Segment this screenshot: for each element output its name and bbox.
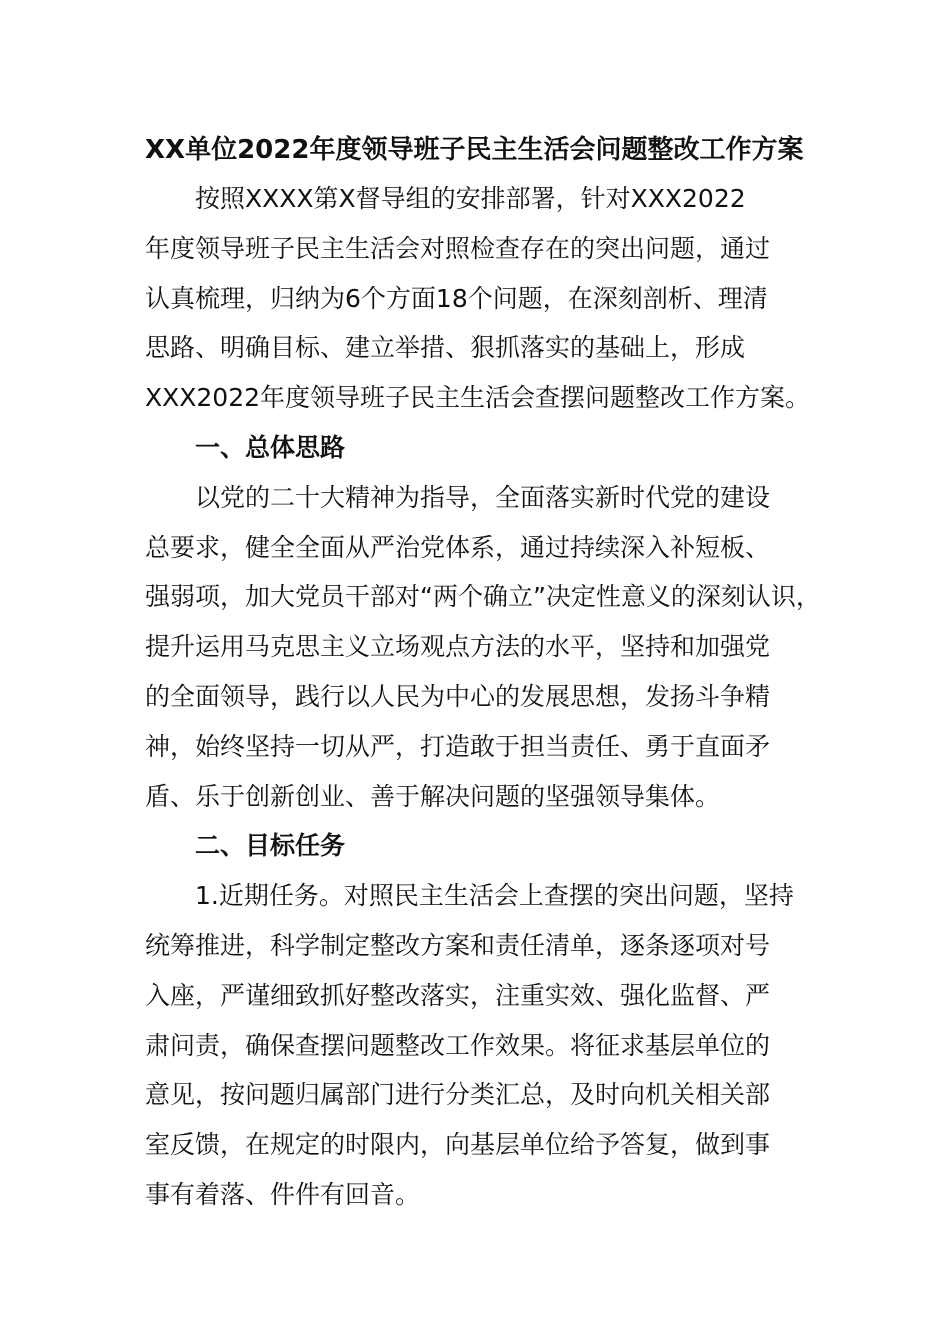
paragraph-3-line-4: 肃问责，确保查摆问题整改工作效果。将征求基层单位的 — [145, 1030, 771, 1060]
paragraph-3-line-7: 事有着落、件件有回音。 — [145, 1179, 421, 1209]
paragraph-1-line-1: 按照XXXX第X督导组的安排部署，针对XXX2022 — [195, 184, 746, 213]
paragraph-1-line-4: 思路、明确目标、建立举措、狠抓落实的基础上，形成 — [145, 333, 746, 363]
paragraph-2-line-2: 总要求，健全全面从严治党体系，通过持续深入补短板、 — [145, 532, 771, 562]
paragraph-2-line-5: 的全面领导，践行以人民为中心的发展思想，发扬斗争精 — [145, 681, 771, 711]
paragraph-2-line-4: 提升运用马克思主义立场观点方法的水平，坚持和加强党 — [145, 632, 771, 662]
paragraph-2-line-1: 以党的二十大精神为指导，全面落实新时代党的建设 — [195, 482, 771, 512]
section-heading-goals-tasks: 二、目标任务 — [195, 831, 346, 861]
paragraph-2-line-6: 神，始终坚持一切从严，打造敢于担当责任、勇于直面矛 — [145, 731, 771, 761]
paragraph-1-line-5: XXX2022年度领导班子民主生活会查摆问题整改工作方案。 — [145, 383, 811, 413]
document-body — [145, 174, 845, 1220]
paragraph-2-line-7: 盾、乐于创新创业、善于解决问题的坚强领导集体。 — [145, 781, 721, 811]
paragraph-3-line-3: 入座，严谨细致抓好整改落实，注重实效、强化监督、严 — [145, 980, 771, 1010]
paragraph-3-line-6: 室反馈，在规定的时限内，向基层单位给予答复，做到事 — [145, 1130, 771, 1160]
paragraph-2-line-3: 强弱项，加大党员干部对“两个确立”决定性意义的深刻认识， — [145, 582, 821, 612]
paragraph-3-line-2: 统筹推进，科学制定整改方案和责任清单，逐条逐项对号 — [145, 930, 771, 960]
paragraph-1-line-3: 认真梳理，归纳为6个方面18个问题，在深刻剖析、理清 — [145, 283, 768, 313]
paragraph-1-line-2: 年度领导班子民主生活会对照检查存在的突出问题，通过 — [145, 233, 771, 263]
paragraph-3-line-5: 意见，按问题归属部门进行分类汇总，及时向机关相关部 — [145, 1080, 771, 1110]
document-title: XX单位2022年度领导班子民主生活会问题整改工作方案 — [145, 135, 804, 165]
paragraph-3-line-1: 1.近期任务。对照民主生活会上查摆的突出问题，坚持 — [195, 881, 794, 911]
section-heading-overall-approach: 一、总体思路 — [195, 432, 346, 462]
